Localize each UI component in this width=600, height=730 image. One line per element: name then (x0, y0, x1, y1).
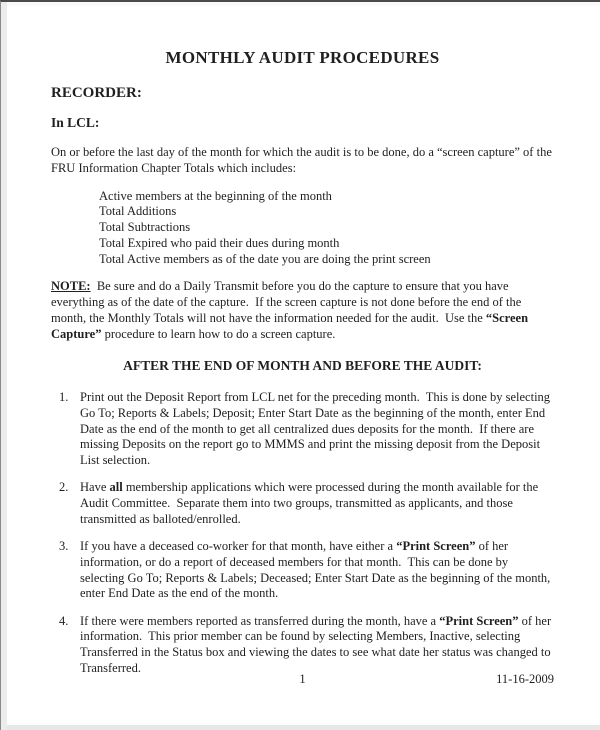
lcl-heading: In LCL: (51, 115, 100, 130)
note-text-after: procedure to learn how to do a screen capture. (101, 326, 336, 341)
list-item (59, 614, 554, 677)
recorder-heading: RECORDER: (51, 85, 142, 101)
page-number: 1 (299, 672, 306, 686)
step-number: 4. (59, 613, 69, 628)
step-text-post: membership applications which were processed during the month available for the Audit Committee. Separate them into two groups, transmitted as applicants, and those transmitted as balloted/enrolled. (80, 480, 541, 526)
footer-date: 11-16-2009 (496, 672, 554, 686)
step-text (80, 390, 554, 468)
list-item (59, 390, 554, 468)
step-text-post: of her information. This prior member can be found by selecting Members, Inactive, selecting Transferred in the Status box and viewing the dates to see what date her status was changed to Transferred. (80, 613, 555, 675)
page-footer (51, 672, 554, 687)
document-content (1, 2, 600, 676)
step-text-pre: Have (80, 480, 110, 495)
step-text (80, 480, 554, 527)
step-text-pre: If there were members reported as transferred during the month, have a (80, 613, 440, 628)
note-label: NOTE: (51, 279, 91, 294)
step-bold-phrase: all (109, 480, 123, 495)
step-text (80, 539, 554, 602)
capture-items-list (99, 189, 554, 268)
list-item: Total Additions (99, 204, 177, 219)
step-bold-phrase: “Print Screen” (396, 539, 476, 554)
step-text (80, 614, 554, 677)
step-number: 1. (59, 390, 69, 405)
note-paragraph (51, 279, 554, 342)
step-text-pre: Print out the Deposit Report from LCL net for the preceding month. This is done by selecting Go To; Reports & Labels; Deposit; Enter Start Date as the beginning of the month, enter End Date as the end of the month to get all centralized dues deposits for the month. If there are missing Deposits on the report go to MMMS and print the missing deposit from the Deposit List selection. (80, 390, 554, 467)
page-title: MONTHLY AUDIT PROCEDURES (165, 48, 440, 67)
list-item: Total Subtractions (99, 220, 191, 234)
step-bold-phrase: “Print Screen” (439, 613, 519, 628)
step-text-post: of her information, or do a report of deceased members for that month. This can be done by selecting Go To; Reports & Labels; Deceased; Enter Start Date as the beginning of the month, enter End Date as the end of the month. (80, 539, 554, 601)
list-item: Active members at the beginning of the month (99, 188, 332, 203)
note-text-before: Be sure and do a Daily Transmit before you do the capture to ensure that you have everything as of the date of the capture. If the screen capture is not done before the end of the month, the Monthly Totals will not have the information needed for the audit. Use the (51, 279, 525, 325)
list-item: Total Expired who paid their dues during month (99, 235, 340, 250)
section-heading: AFTER THE END OF MONTH AND BEFORE THE AUDIT: (123, 358, 482, 374)
step-number: 2. (59, 480, 69, 495)
list-item (59, 480, 554, 527)
list-item: Total Active members as of the date you are doing the print screen (99, 251, 431, 266)
intro-paragraph: On or before the last day of the month for which the audit is to be done, do a “screen capture” of the FRU Information Chapter Totals which includes: (51, 145, 555, 175)
step-text-pre: If you have a deceased co-worker for that month, have either a (80, 539, 397, 554)
step-number: 3. (59, 539, 69, 554)
list-item (59, 539, 554, 602)
steps-list (59, 390, 554, 676)
note-bold-phrase: “Screen Capture” (51, 310, 532, 341)
